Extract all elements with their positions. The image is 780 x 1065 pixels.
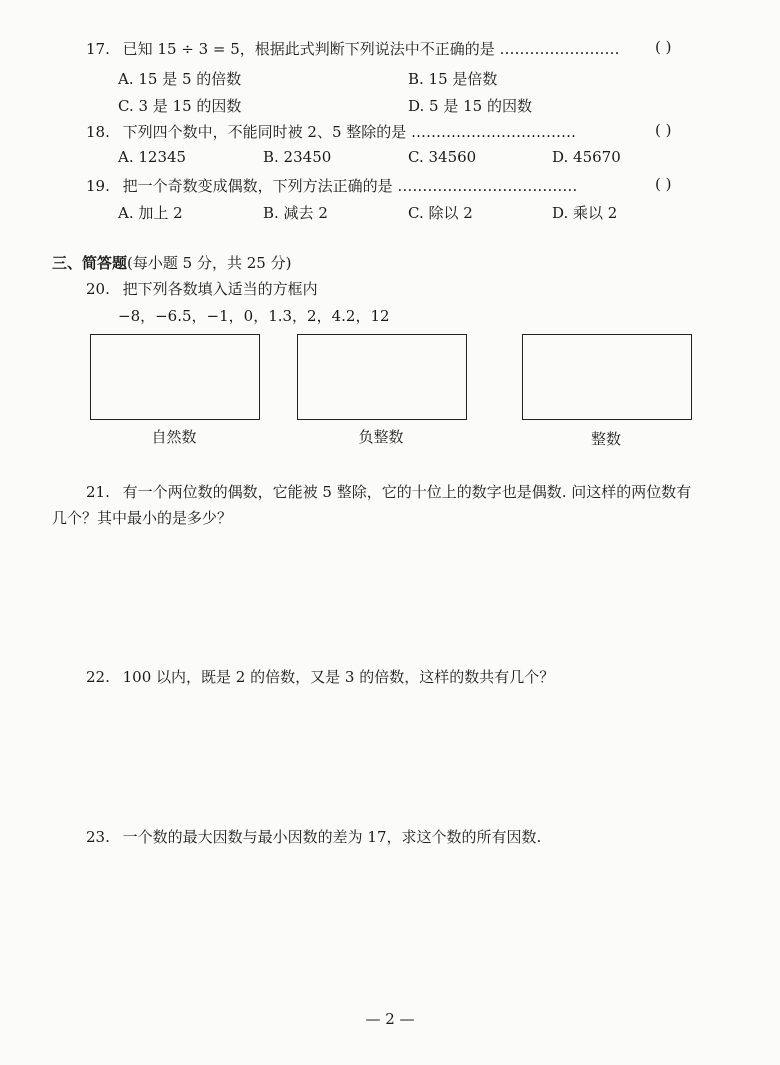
question-stem: 100 以内，既是 2 的倍数，又是 3 的倍数，这样的数共有几个？ (122, 668, 555, 686)
page-number: — 2 — (365, 1010, 415, 1028)
number-list: −8，−6.5，−1，0，1.3，2，4.2，12 (118, 307, 390, 325)
question-stem: 把下列各数填入适当的方框内 (122, 280, 318, 298)
question-number: 20. (86, 280, 110, 298)
question-number: 18. (86, 123, 110, 141)
option-19-d: D. 乘以 2 (552, 204, 618, 222)
option-19-b: B. 减去 2 (263, 204, 328, 222)
option-18-d: D. 45670 (552, 148, 621, 166)
option-18-a: A. 12345 (118, 148, 187, 166)
question-19 (86, 175, 577, 196)
answer-paren-19[interactable]: ( ) (655, 175, 672, 193)
option-19-a: A. 加上 2 (118, 204, 183, 222)
question-number: 19. (86, 177, 110, 195)
question-23 (86, 826, 541, 847)
option-19-c: C. 除以 2 (408, 204, 473, 222)
question-22 (86, 666, 554, 687)
integer-box[interactable] (522, 334, 692, 420)
question-stem: 一个数的最大因数与最小因数的差为 17，求这个数的所有因数. (122, 828, 542, 846)
question-number: 17. (86, 40, 110, 58)
question-stem: 下列四个数中，不能同时被 2、5 整除的是 …………………………… (122, 123, 577, 141)
question-21 (86, 481, 691, 502)
natural-number-label: 自然数 (151, 428, 197, 446)
section-heading (52, 252, 291, 273)
option-18-c: C. 34560 (408, 148, 477, 166)
answer-paren-17[interactable]: ( ) (655, 38, 672, 56)
integer-label: 整数 (590, 430, 621, 448)
question-stem-line1: 有一个两位数的偶数，它能被 5 整除，它的十位上的数字也是偶数. 问这样的两位数有 (122, 483, 692, 501)
question-18 (86, 121, 576, 142)
question-20 (86, 278, 318, 299)
question-number: 23. (86, 828, 110, 846)
option-17-c: C. 3 是 15 的因数 (118, 97, 242, 115)
section-note: (每小题 5 分，共 25 分) (127, 254, 292, 272)
question-stem: 把一个奇数变成偶数，下列方法正确的是 ……………………………… (122, 177, 578, 195)
question-stem: 已知 15 ÷ 3 = 5，根据此式判断下列说法中不正确的是 …………………… (122, 40, 620, 58)
option-17-b: B. 15 是倍数 (408, 70, 498, 88)
answer-paren-18[interactable]: ( ) (655, 121, 672, 139)
option-17-a: A. 15 是 5 的倍数 (118, 70, 242, 88)
question-number: 21. (86, 483, 110, 501)
option-17-d: D. 5 是 15 的因数 (408, 97, 532, 115)
question-stem-line2: 几个？其中最小的是多少？ (52, 509, 233, 527)
natural-number-box[interactable] (90, 334, 260, 420)
question-17 (86, 38, 620, 59)
section-title: 三、简答题 (52, 254, 128, 272)
question-number: 22. (86, 668, 110, 686)
negative-integer-box[interactable] (297, 334, 467, 420)
negative-integer-label: 负整数 (358, 428, 404, 446)
option-18-b: B. 23450 (263, 148, 332, 166)
